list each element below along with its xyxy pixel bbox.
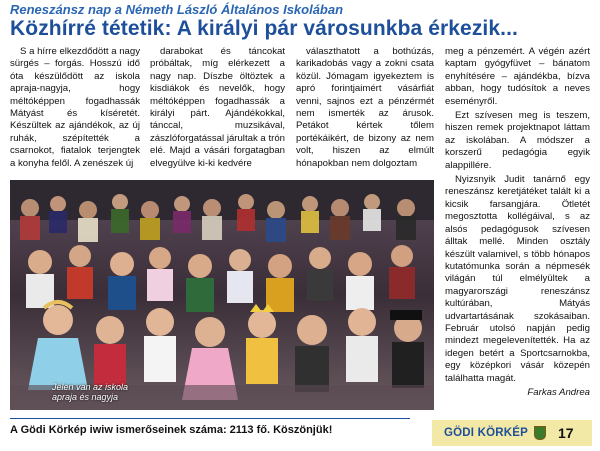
magazine-brand: GÖDI KÖRKÉP <box>444 427 528 439</box>
text-column-1 <box>10 46 140 173</box>
text-column-2 <box>150 46 285 173</box>
paragraph: választhatott a bothúzás, karikadobás vagy a zokni csata közül. Jómagam igyekeztem is apró forintjaimért vásárfiát venni, sajnos ezt a pénzérmét nem ismerték az árusok. Petákot kértek tőlem portékáikért, de bizony az nem volt, hiszen az elmúlt hónapokban nem dolgoztam <box>296 46 434 169</box>
town-crest-icon <box>534 426 546 440</box>
page-number: 17 <box>558 425 574 441</box>
paragraph: Ezt szívesen meg is teszem, hiszen remek projektnapot láttam az iskolában. A módszer a korszerű pedagógia egyik alappillére. <box>445 110 590 171</box>
event-photo <box>10 180 434 410</box>
photo-caption: Jelen van az iskola apraja és nagyja <box>52 382 129 402</box>
author-signature: Farkas Andrea <box>527 386 590 398</box>
footer-thanks-text: A Gödi Körkép iwiw ismerőseinek száma: 2113 fő. Köszönjük! <box>10 424 333 436</box>
paragraph: S a hírre elkezdődött a nagy sürgés – forgás. Hosszú idő óta készülődött az iskola apraja-nagyja, hogy méltóképpen fogadhassák Mátyást és kíséretét. Készültek az ajándékok, az új ruhák, szépítették a csarnokot, fiatalok terjengtek a konyha felől. A zenészek új <box>10 46 140 169</box>
footer-divider <box>10 418 410 419</box>
text-column-3 <box>296 46 434 173</box>
paragraph: meg a pénzemért. A végén azért kaptam gyógyfüvet – bánatom enyhítésére – ajándékba, bízva abban, hogy tudósítok a neves eseményről. <box>445 46 590 107</box>
paragraph: Nyizsnyik Judit tanárnő egy reneszánsz keretjátéket talált ki a kicsik farsangjára. Ötletét megosztotta kollégáival, s az alsós pedagógusok szívesen álltak mellé. Minden osztály készült valamivel, s több hónapos kutatómunka során a népmesék világán túl elmélyültek a magyarországi reneszánsz kultúrában, Mátyás udvartartásának szokásaiban. Február utolsó napján pedig mindezt megelevenítették. Ha az idegen betért a Sportcsarnokba, egy középkori vásár közepén találhatta magát. <box>445 174 590 384</box>
text-column-4 <box>445 46 590 406</box>
article-headline: Közhírré tétetik: A királyi pár városunkba érkezik... <box>10 17 518 40</box>
article-kicker: Reneszánsz nap a Németh László Általános Iskolában <box>10 2 344 17</box>
paragraph: darabokat és táncokat próbáltak, míg elérkezett a nagy nap. Díszbe öltöztek a kisdiákok és nevelők, hogy méltóképpen fogadhassák a királyi párt. Ajándékokkal, tánccal, muzsikával, zászlóforgatással járultak a trón elé. Majd a vásári forgatagban elvegyülve ki-ki kedvére <box>150 46 285 169</box>
page-footer-bar <box>432 420 592 446</box>
